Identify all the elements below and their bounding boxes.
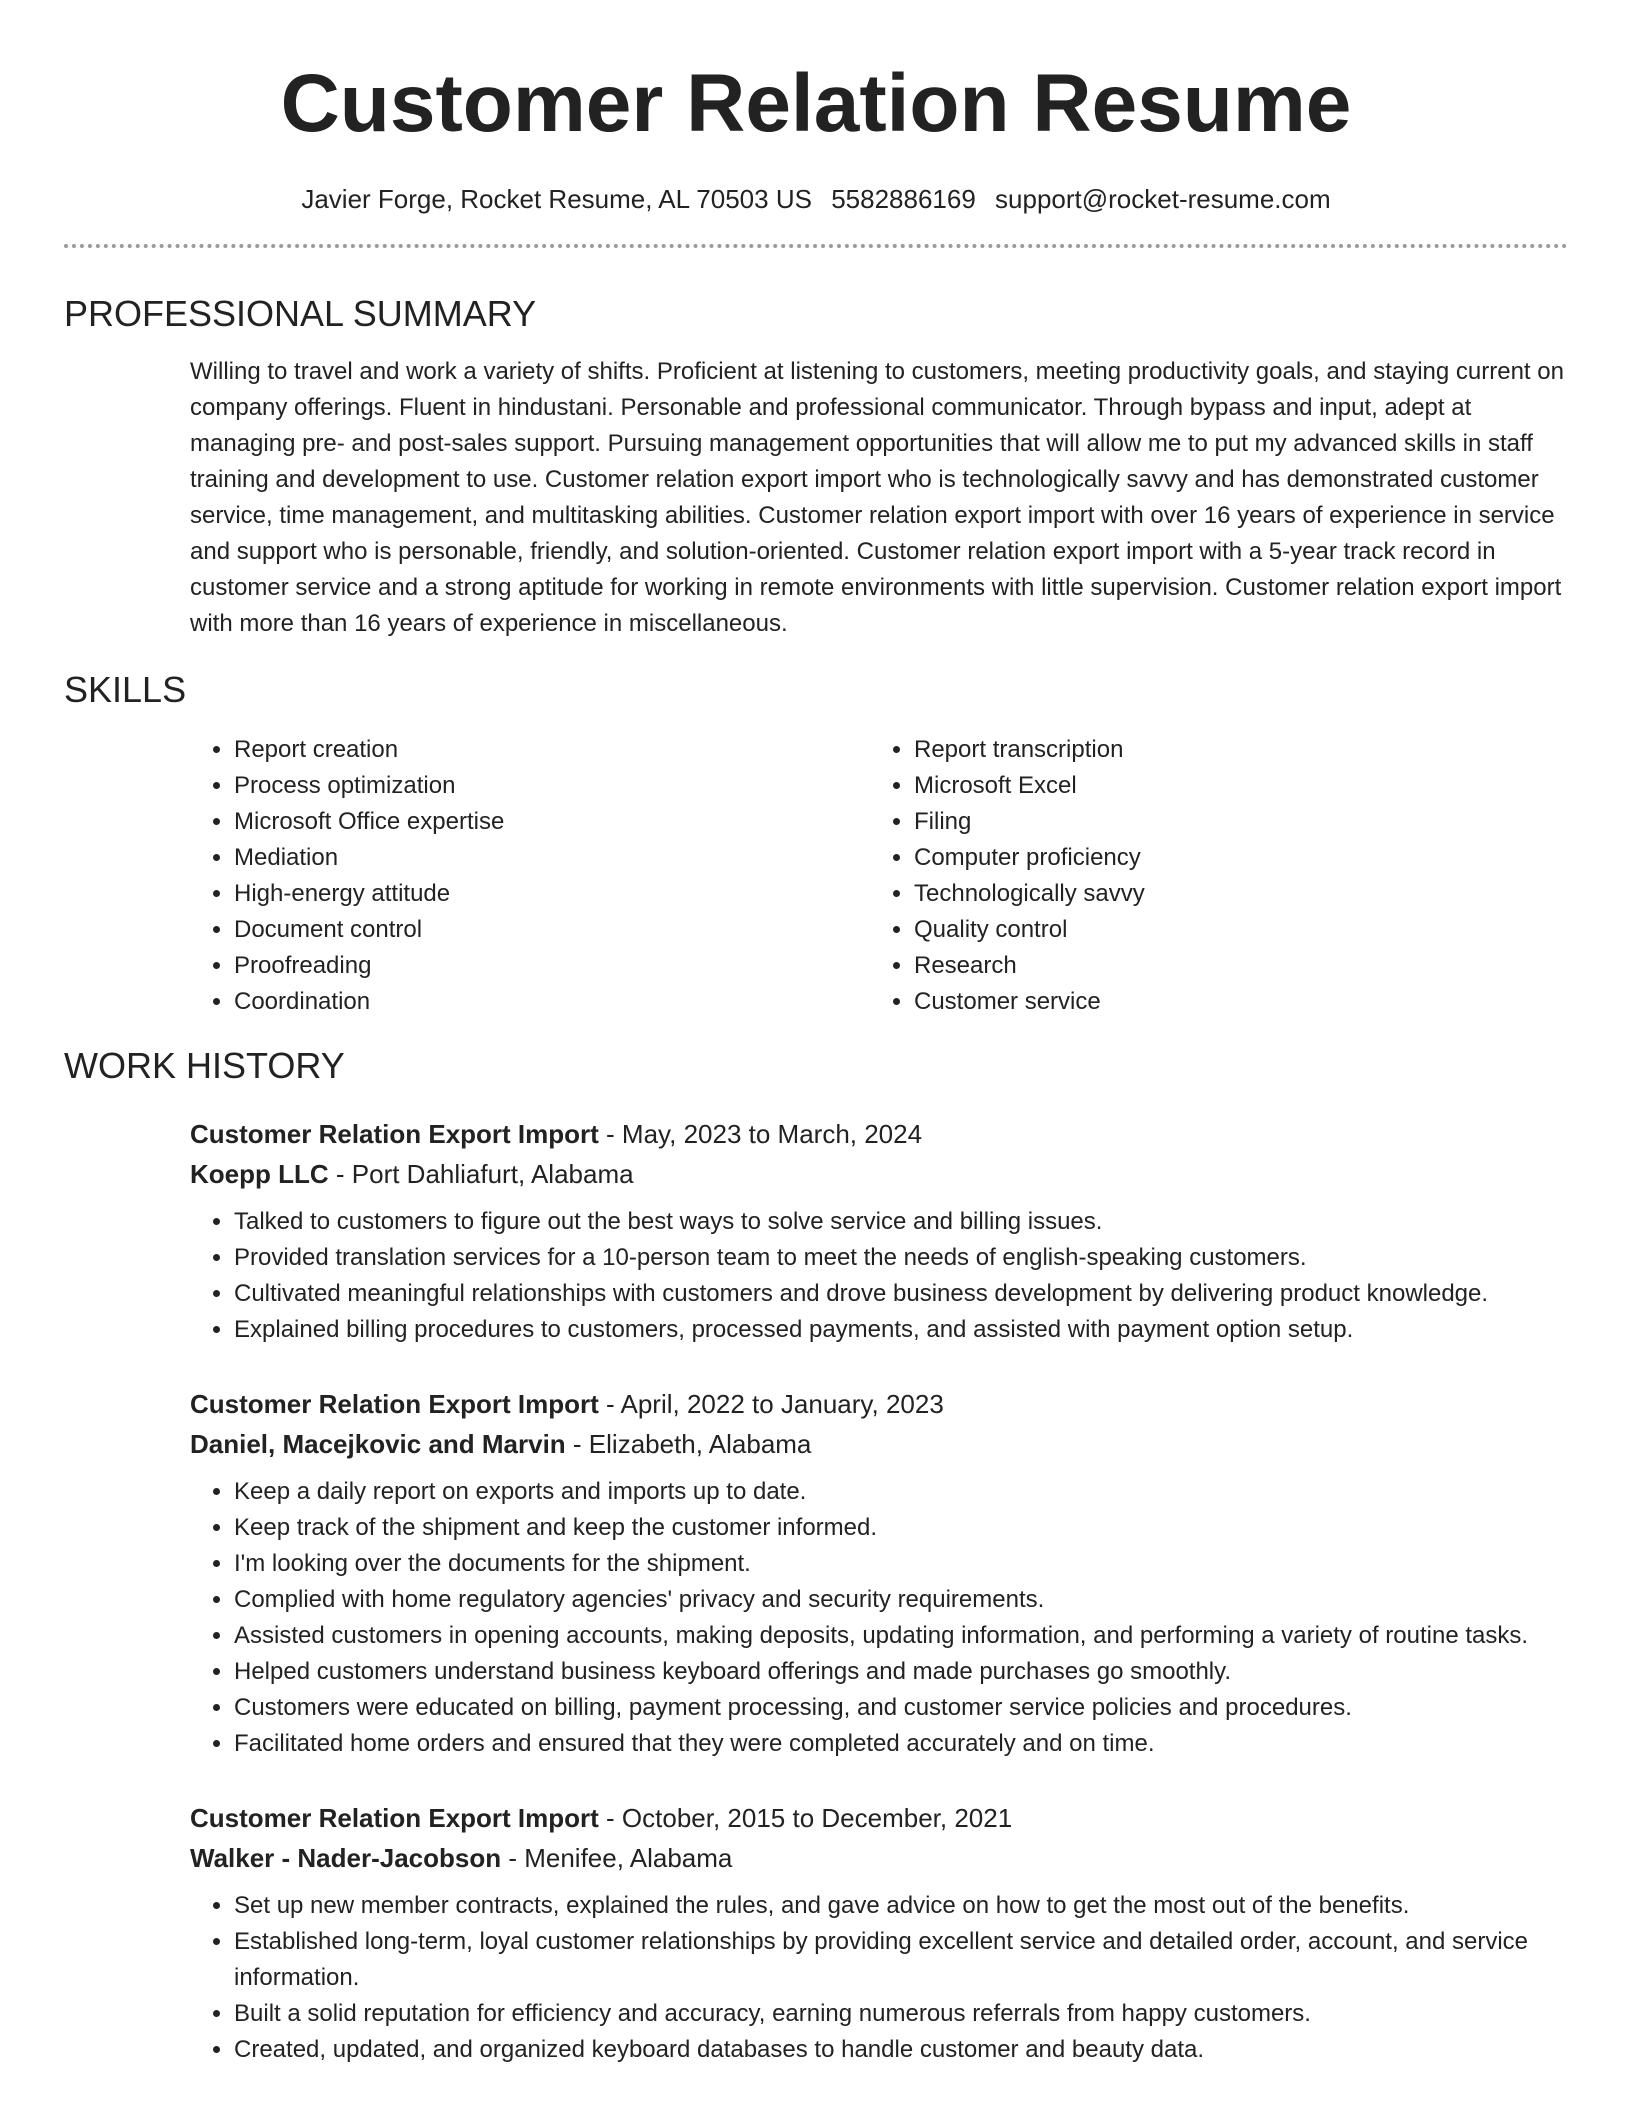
job-bullet: • Established long-term, loyal customer relationships by providing excellent service and detailed order, account, and service information. xyxy=(234,1924,1568,1996)
job-location: - Menifee, Alabama xyxy=(501,1843,733,1873)
job-location: - Port Dahliafurt, Alabama xyxy=(328,1159,634,1189)
contact-line xyxy=(64,182,1568,216)
job-dates: - April, 2022 to January, 2023 xyxy=(598,1389,944,1419)
job-company-line xyxy=(190,1154,1568,1194)
resume-title: Customer Relation Resume xyxy=(280,58,1352,149)
job-bullet: • Talked to customers to figure out the best ways to solve service and billing issues. xyxy=(234,1204,1568,1240)
job-location: - Elizabeth, Alabama xyxy=(565,1429,812,1459)
job-role-line xyxy=(190,1384,1568,1424)
section-title-work-history: WORK HISTORY xyxy=(64,1045,345,1086)
job-bullet: • Keep track of the shipment and keep the customer informed. xyxy=(234,1510,1568,1546)
skill-item: • Microsoft Excel xyxy=(914,768,1550,804)
job-dates: - October, 2015 to December, 2021 xyxy=(598,1803,1013,1833)
skill-item: • Mediation xyxy=(234,840,870,876)
job-entry xyxy=(190,1114,1568,1348)
header-divider xyxy=(64,244,1568,248)
job-bullet: • Provided translation services for a 10-person team to meet the needs of english-speaking customers. xyxy=(234,1240,1568,1276)
job-company: Daniel, Macejkovic and Marvin xyxy=(190,1429,566,1459)
job-role: Customer Relation Export Import xyxy=(190,1803,599,1833)
section-title-skills: SKILLS xyxy=(64,669,187,710)
skill-item: • Research xyxy=(914,948,1550,984)
skill-item: • High-energy attitude xyxy=(234,876,870,912)
job-bullet: • Cultivated meaningful relationships with customers and drove business development by delivering product knowledge. xyxy=(234,1276,1568,1312)
skills-column-right xyxy=(870,732,1550,1020)
skill-item: • Quality control xyxy=(914,912,1550,948)
skill-item: • Technologically savvy xyxy=(914,876,1550,912)
contact-email: support@rocket-resume.com xyxy=(995,184,1331,214)
job-entry xyxy=(190,1384,1568,1762)
job-bullet: • Built a solid reputation for efficiency and accuracy, earning numerous referrals from happy customers. xyxy=(234,1996,1568,2032)
job-bullet: • Helped customers understand business keyboard offerings and made purchases go smoothly. xyxy=(234,1654,1568,1690)
job-company-line xyxy=(190,1424,1568,1464)
summary-text: Willing to travel and work a variety of shifts. Proficient at listening to customers, meeting productivity goals, and staying current on company offerings. Fluent in hindustani. Personable and professional communicator. Through bypass and input, adept at managing pre- and post-sales support. Pursuing management opportunities that will allow me to put my advanced skills in staff training and development to use. Customer relation export import who is technologically savvy and has demonstrated customer service, time management, and multitasking abilities. Customer relation export import with over 16 years of experience in service and support who is personable, friendly, and solution-oriented. Customer relation export import with a 5-year track record in customer service and a strong aptitude for working in remote environments with little supervision. Customer relation export import with more than 16 years of experience in miscellaneous. xyxy=(190,358,1564,637)
job-company: Walker - Nader-Jacobson xyxy=(190,1843,502,1873)
job-dates: - May, 2023 to March, 2024 xyxy=(598,1119,923,1149)
job-bullet: • Set up new member contracts, explained the rules, and gave advice on how to get the most out of the benefits. xyxy=(234,1888,1568,1924)
job-bullet: • Keep a daily report on exports and imports up to date. xyxy=(234,1474,1568,1510)
skill-item: • Report creation xyxy=(234,732,870,768)
skill-item: • Microsoft Office expertise xyxy=(234,804,870,840)
skill-item: • Document control xyxy=(234,912,870,948)
section-title-summary: PROFESSIONAL SUMMARY xyxy=(64,293,537,334)
job-role-line xyxy=(190,1798,1568,1838)
job-role: Customer Relation Export Import xyxy=(190,1119,599,1149)
skill-item: • Report transcription xyxy=(914,732,1550,768)
skill-item: • Coordination xyxy=(234,984,870,1020)
job-bullet: • Facilitated home orders and ensured that they were completed accurately and on time. xyxy=(234,1726,1568,1762)
contact-address: Javier Forge, Rocket Resume, AL 70503 US xyxy=(301,184,812,214)
skill-item: • Process optimization xyxy=(234,768,870,804)
skills-column-left xyxy=(190,732,870,1020)
job-role-line xyxy=(190,1114,1568,1154)
skill-item: • Proofreading xyxy=(234,948,870,984)
job-company: Koepp LLC xyxy=(190,1159,329,1189)
contact-phone: 5582886169 xyxy=(831,184,976,214)
job-company-line xyxy=(190,1838,1568,1878)
job-bullet: • I'm looking over the documents for the shipment. xyxy=(234,1546,1568,1582)
skill-item: • Filing xyxy=(914,804,1550,840)
job-bullet: • Assisted customers in opening accounts, making deposits, updating information, and performing a variety of routine tasks. xyxy=(234,1618,1568,1654)
job-bullets xyxy=(190,1204,1568,1348)
job-bullet: • Customers were educated on billing, payment processing, and customer service policies and procedures. xyxy=(234,1690,1568,1726)
job-role: Customer Relation Export Import xyxy=(190,1389,599,1419)
job-bullets xyxy=(190,1888,1568,2068)
job-bullet: • Created, updated, and organized keyboard databases to handle customer and beauty data. xyxy=(234,2032,1568,2068)
job-entry xyxy=(190,1798,1568,2068)
skill-item: • Computer proficiency xyxy=(914,840,1550,876)
skill-item: • Customer service xyxy=(914,984,1550,1020)
job-bullet: • Explained billing procedures to customers, processed payments, and assisted with payment option setup. xyxy=(234,1312,1568,1348)
job-bullet: • Complied with home regulatory agencies' privacy and security requirements. xyxy=(234,1582,1568,1618)
skills-list xyxy=(190,732,1568,1020)
job-bullets xyxy=(190,1474,1568,1762)
